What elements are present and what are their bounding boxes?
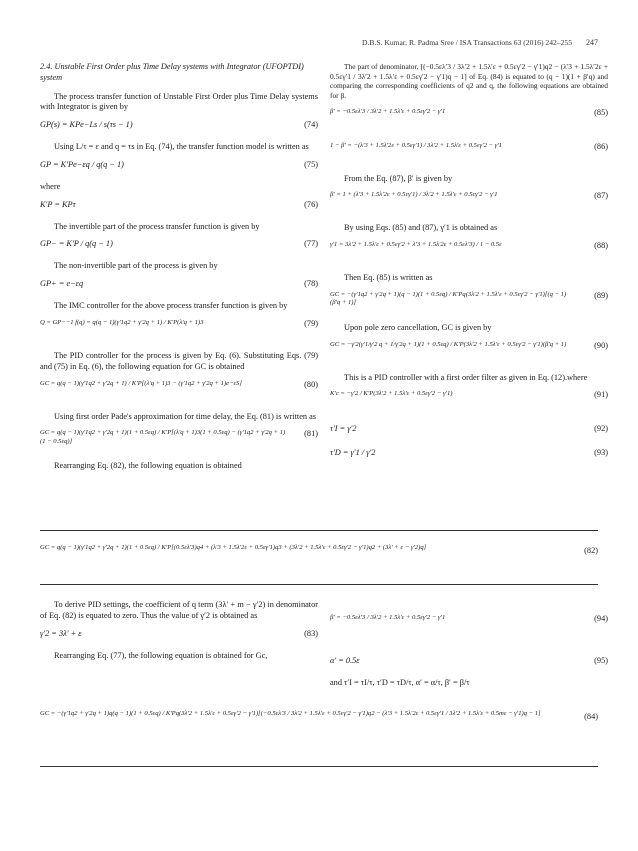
equation-number: (84) [584,712,598,721]
equation-body: τ′I = γ′2 [330,424,357,434]
equation-90 [330,339,608,367]
equation-number: (93) [594,448,608,458]
equation-84 [40,706,598,756]
equation-body: GC = q(q − 1)(γ′1q2 + γ′2q + 1)(1 + 0.5εq) / K′P[(0.5ελ′3)q4 + (λ′3 + 1.5λ′2ε + 0.5εγ′1)q3 + (3λ′2 + 1.5λ′ε + 0.5εγ′2 − γ′1)q2 + (3λ′ + ε − γ′2)q] [40,544,427,551]
equation-body: GP− = K′P / q(q − 1) [40,239,113,249]
bottom-right-column [330,608,608,694]
paragraph: Then Eq. (85) is written as [344,273,433,283]
equation-body: τ′D = γ′1 / γ′2 [330,448,376,458]
equation-78 [40,277,318,295]
equation-body: GC = −γ′2(γ′1/γ′2 q + 1/γ′2q + 1)(1 + 0.5εq) / K′P(3λ′2 + 1.5λ′ε + 0.5εγ′2 − γ′1)(β′q + 1) [330,340,567,348]
equation-body: 1 − β′ = −(λ′3 + 1.5λ′2ε + 0.5εγ′1) / 3λ′2 + 1.5λ′ε + 0.5εγ′2 − γ′1 [330,141,502,149]
equation-number: (88) [594,241,608,251]
equation-number: (82) [584,546,598,555]
bottom-left-column [40,600,318,666]
equation-number: (86) [594,141,608,151]
equation-body: β′ = −0.5ελ′3 / 3λ′2 + 1.5λ′ε + 0.5εγ′2 − γ′1 [330,107,446,115]
equation-body: GC = q(q − 1)(γ′1q2 + γ′2q + 1) / K′P[(λ′q + 1)3 − (γ′1q2 + γ′2q + 1)e−εS] [40,379,242,387]
paragraph: Using L/τ = ε and q = τs in Eq. (74), the transfer function model is written as [54,142,309,152]
paragraph: and τ′I = τI/τ, τ′D = τD/τ, α′ = α/τ, β′ = β/τ [330,678,470,687]
equation-77 [40,237,318,255]
equation-number: (77) [304,239,318,249]
equation-91 [330,388,608,416]
equation-body: β′ = 1 + (λ′3 + 1.5λ′2ε + 0.5εγ′1) / 3λ′2 + 1.5λ′ε + 0.5εγ′2 − γ′1 [330,191,498,199]
equation-number: (85) [594,107,608,117]
equation-79 [40,317,318,345]
equation-82 [40,540,598,576]
equation-number: (89) [594,290,608,300]
equation-76 [40,198,318,216]
equation-body: GC = −(γ′1q2 + γ′2q + 1)(q − 1)(1 + 0.5εq) / K′Pq(3λ′2 + 1.5λ′ε + 0.5εγ′2 − γ′1)[(q − 1)(β′q + 1)] [330,290,567,307]
equation-number: (78) [304,279,318,289]
paragraph: The part of denominator, [(−0.5ελ′3 / 3λ′2 + 1.5λ′ε + 0.5εγ′2 − γ′1)q2 − (λ′3 + 1.5λ′2ε + 0.5εγ′1 / 3λ′2 + 1.5λ′ε + 0.5εγ′2 − γ′1)q − 1] of Eq. (84) is equated to (q − 1)(1 + β′q) and comparing the corresponding coefficients of q2 and q, the following equations are obtained for β. [330,62,608,100]
equation-body: K′P = KPτ [40,199,76,209]
equation-93 [330,446,608,464]
equation-85 [330,106,608,134]
equation-number: (95) [594,656,608,665]
paragraph: The non-invertible part of the process is given by [54,261,218,271]
paragraph: Rearranging Eq. (77), the following equation is obtained for Gc, [54,650,268,660]
paragraph: The process transfer function of Unstable First Order plus Time Delay systems with Integrator is given by [40,91,318,112]
equation-number: (87) [594,191,608,201]
equation-92 [330,422,608,440]
equation-body: GC = −(γ′1q2 + γ′2q + 1)q(q − 1)(1 + 0.5εq) / K′Pq(3λ′2 + 1.5λ′ε + 0.5εγ′2 − γ′1)[(−0.5ελ′3 / 3λ′2 + 1.5λ′ε + 0.5εγ′2 − γ′1)q2 − (λ′3 + 1.5λ′2ε + 0.5εγ′1 / 3λ′2 + 1.5λ′ε + 0.5mε − γ′1)q − 1] [40,710,541,717]
equation-86 [330,140,608,168]
paragraph: Upon pole zero cancellation, GC is given by [344,322,492,332]
equation-body: GP(s) = KPe−Ls / s(τs − 1) [40,120,133,130]
divider [40,584,598,585]
equation-number: (83) [304,628,318,638]
equation-89 [330,289,608,317]
equation-number: (79) [304,319,318,329]
paragraph: From the Eq. (87), β′ is given by [344,173,453,183]
equation-number: (80) [304,379,318,389]
equation-number: (75) [304,159,318,169]
divider [40,530,598,531]
right-column [330,62,608,470]
section-title: 2.4. Unstable First Order plus Time Delay systems with Integrator (UFOPTDI) system [40,62,304,82]
running-title: D.B.S. Kumar, R. Padma Sree / ISA Transactions 63 (2016) 242–255 [362,38,572,47]
equation-body: GC = q(q − 1)(γ′1q2 + γ′2q + 1)(1 + 0.5εq) / K′P[(λ′q + 1)3(1 + 0.5εq) − (γ′1q2 + γ′2q + 1)(1 − 0.5εq)] [40,429,286,445]
paragraph: where [40,181,61,191]
paragraph: The IMC controller for the above process transfer function is given by [54,301,288,311]
equation-87 [330,189,608,217]
equation-number: (92) [594,424,608,434]
paragraph: To derive PID settings, the coefficient of q term (3λ′ + m − γ′2) in denominator of Eq. (82) is equated to zero. Thus the value of γ′2 is obtained as [40,600,318,620]
equation-number: (90) [594,340,608,350]
equation-number: (81) [304,429,318,439]
equation-body: γ′2 = 3λ′ + ε [40,628,82,638]
left-column [40,62,318,477]
equation-94 [330,612,608,640]
equation-body: Q = GP−−1 f(q) = q(q − 1)(γ′1q2 + γ′2q + 1) / K′P(λ′q + 1)3 [40,319,204,327]
equation-number: (74) [304,120,318,130]
equation-80 [40,378,318,406]
equation-body: β′ = −0.5ελ′3 / 3λ′2 + 1.5λ′ε + 0.5εγ′2 − γ′1 [330,614,446,621]
paragraph: Rearranging Eq. (82), the following equation is obtained [54,461,242,471]
paragraph: The PID controller for the process is given by Eq. (6). Substituting Eqs. (79) and (75) in Eq. (6), the following equation for GC is obtained [40,351,318,371]
paragraph: Using first order Pade's approximation for time delay, the Eq. (81) is written as [54,411,317,421]
equation-body: GP+ = e−εq [40,279,84,289]
equation-body: γ′1 = 3λ′2 + 1.5λ′ε + 0.5εγ′2 + λ′3 + 1.5λ′2ε + 0.5ελ′3) / 1 − 0.5ε [330,241,502,249]
equation-83 [40,627,318,645]
paragraph: This is a PID controller with a first order filter as given in Eq. (12).where [344,372,588,382]
equation-number: (91) [594,390,608,400]
paragraph: By using Eqs. (85) and (87), γ′1 is obtained as [344,223,498,233]
equation-body: GP = K′Pe−εq / q(q − 1) [40,159,124,169]
equation-95 [330,654,608,672]
equation-number: (76) [304,199,318,209]
divider [40,766,598,767]
equation-body: K′c = −γ′2 / K′P(3λ′2 + 1.5λ′ε + 0.5εγ′2 − γ′1) [330,390,453,398]
equation-74 [40,118,318,136]
page-number: 247 [586,38,598,47]
equation-75 [40,158,318,176]
equation-body: α′ = 0.5ε [330,656,360,665]
equation-88 [330,239,608,267]
running-header [40,38,598,52]
equation-number: (94) [594,614,608,623]
equation-81 [40,427,318,455]
paragraph: The invertible part of the process transfer function is given by [54,221,260,231]
